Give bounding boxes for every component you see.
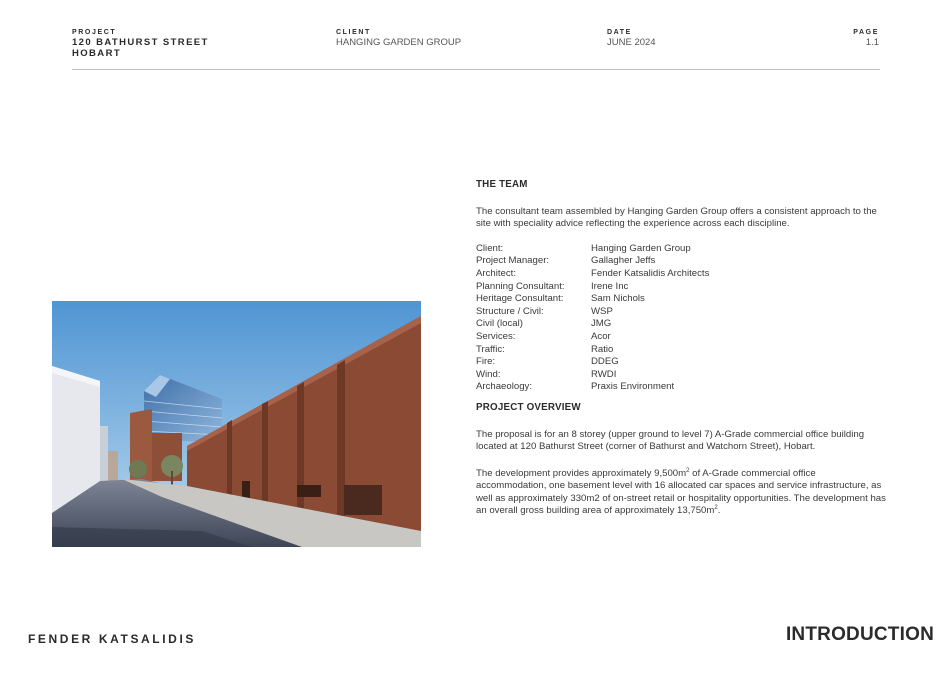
fender-katsalidis-logo: FENDER KATSALIDIS	[28, 632, 196, 646]
overview-text-c: .	[717, 505, 721, 517]
team-role: Fire:	[476, 356, 496, 368]
building-rendering-image	[52, 301, 421, 547]
overview-paragraph-1: The proposal is for an 8 storey (upper ground to level 7) A-Grade commercial office building located at 120 Bathurst Street (corner of Bathurst and Watchorn Street), Hobart.	[476, 428, 865, 453]
project-label: PROJECT	[72, 29, 117, 36]
team-role: Civil (local)	[476, 318, 523, 330]
project-name-line1: 120 BATHURST STREET	[72, 37, 209, 48]
team-member: Sam Nichols	[591, 293, 645, 305]
team-member: Gallagher Jeffs	[591, 255, 656, 267]
team-title: THE TEAM	[476, 179, 528, 190]
project-name-line2: HOBART	[72, 48, 122, 59]
header-client	[336, 28, 461, 48]
header-date	[607, 28, 656, 48]
overview-text-b: of A-Grade commercial office accommodation, one basement level with 16 allocated car spaces and service infrastructure, as well as approximately 330m2 of on-street retail or hospitality opportunities. The development has an overall gross building area of approximately 13,750m	[476, 467, 886, 517]
team-member: RWDI	[591, 368, 617, 380]
overview-title: PROJECT OVERVIEW	[476, 401, 581, 413]
superscript-2: 2	[714, 505, 718, 512]
client-label: CLIENT	[336, 29, 371, 36]
team-role: Traffic:	[476, 343, 505, 355]
team-role: Project Manager:	[476, 255, 550, 267]
team-member: JMG	[591, 318, 612, 330]
team-intro: The consultant team assembled by Hanging Garden Group offers a consistent approach to the site with speciality advice reflecting the experience across each discipline.	[476, 205, 877, 230]
team-member: Fender Katsalidis Architects	[591, 267, 710, 279]
date-label: DATE	[607, 29, 632, 36]
team-list	[476, 243, 886, 394]
team-member: WSP	[591, 305, 613, 317]
team-role: Planning Consultant:	[476, 280, 565, 292]
team-member: Ratio	[591, 343, 614, 355]
team-member: DDEG	[591, 356, 619, 368]
team-member: Acor	[591, 330, 611, 342]
header-divider	[72, 69, 880, 70]
header-page	[853, 28, 879, 48]
content-column	[476, 179, 886, 518]
team-role: Services:	[476, 330, 516, 342]
page-number: 1.1	[865, 37, 879, 48]
team-role: Archaeology:	[476, 381, 532, 393]
section-title: INTRODUCTION	[785, 624, 934, 645]
team-role: Architect:	[476, 267, 516, 279]
team-role: Structure / Civil:	[476, 305, 544, 317]
team-role: Wind:	[476, 368, 501, 380]
team-member: Praxis Environment	[591, 381, 675, 393]
overview-paragraph-2	[476, 468, 886, 518]
team-member: Hanging Garden Group	[591, 242, 691, 254]
page-label: PAGE	[853, 29, 879, 36]
superscript-2: 2	[686, 467, 690, 474]
team-member: Irene Inc	[591, 280, 629, 292]
overview-text-a: The development provides approximately 9,500m	[476, 467, 687, 479]
date-value: JUNE 2024	[607, 37, 656, 48]
team-role: Client:	[476, 242, 504, 254]
client-value: HANGING GARDEN GROUP	[336, 37, 462, 48]
team-role: Heritage Consultant:	[476, 293, 564, 305]
header-project	[72, 28, 209, 59]
